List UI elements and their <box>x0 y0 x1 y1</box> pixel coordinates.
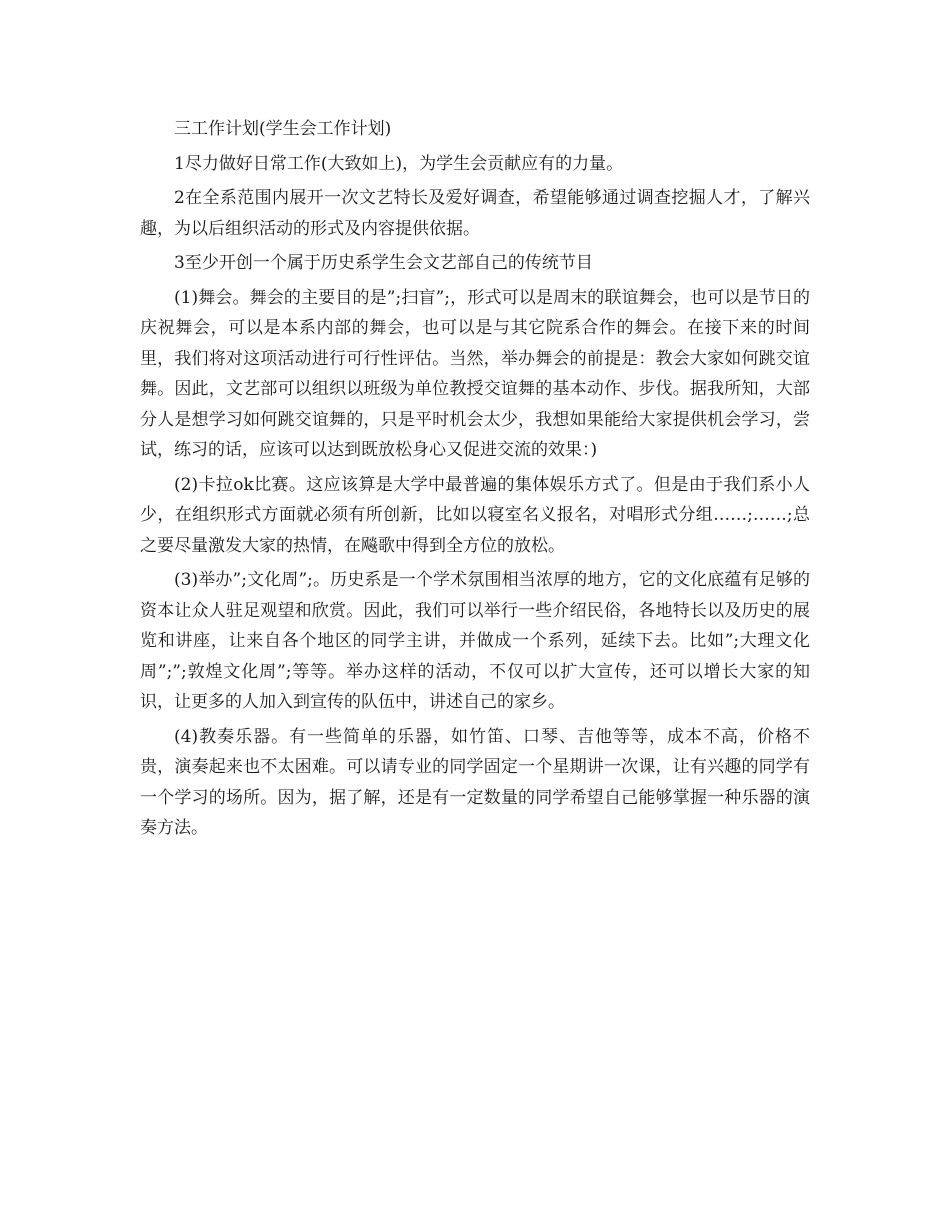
paragraph-instruments: (4)教奏乐器。有一些简单的乐器，如竹笛、口琴、吉他等等，成本不高，价格不贵，演奏起来也不太困难。可以请专业的同学固定一个星期讲一次课，让有兴趣的同学有一个学习的场所。因为，据了解，还是有一定数量的同学希望自己能够掌握一种乐器的演奏方法。 <box>140 726 810 838</box>
paragraph-item-2: 2在全系范围内展开一次文艺特长及爱好调查，希望能够通过调查挖掘人才，了解兴趣，为以后组织活动的形式及内容提供依据。 <box>140 188 810 239</box>
paragraph-culture-week: (3)举办”;文化周”;。历史系是一个学术氛围相当浓厚的地方，它的文化底蕴有足够的资本让众人驻足观望和欣赏。因此，我们可以举行一些介绍民俗，各地特长以及历史的展览和讲座，让来自各个地区的同学主讲，并做成一个系列，延续下去。比如”;大理文化周”;”;敦煌文化周”;等等。举办这样的活动，不仅可以扩大宣传，还可以增长大家的知识，让更多的人加入到宣传的队伍中，讲述自己的家乡。 <box>140 570 810 712</box>
paragraph-item-1: 1尽力做好日常工作(大致如上)，为学生会贡献应有的力量。 <box>174 153 624 174</box>
paragraph-dance: (1)舞会。舞会的主要目的是”;扫盲”;，形式可以是周末的联谊舞会，也可以是节日的庆祝舞会，可以是本系内部的舞会，也可以是与其它院系合作的舞会。在接下来的时间里，我们将对这项活动进行可行性评估。当然，举办舞会的前提是：教会大家如何跳交谊舞。因此，文艺部可以组织以班级为单位教授交谊舞的基本动作、步伐。据我所知，大部分人是想学习如何跳交谊舞的，只是平时机会太少，我想如果能给大家提供机会学习，尝试，练习的话，应该可以达到既放松身心又促进交流的效果：) <box>140 287 810 460</box>
document-body <box>140 114 810 848</box>
section-heading: 三工作计划(学生会工作计划) <box>174 119 392 139</box>
paragraph-karaoke: (2)卡拉ok比赛。这应该算是大学中最普遍的集体娱乐方式了。但是由于我们系小人少，在组织形式方面就必须有所创新，比如以寝室名义报名，对唱形式分组……;……;总之要尽量激发大家的热情，在飚歌中得到全方位的放松。 <box>140 474 810 556</box>
paragraph-item-3: 3至少开创一个属于历史系学生会文艺部自己的传统节目 <box>174 253 593 273</box>
